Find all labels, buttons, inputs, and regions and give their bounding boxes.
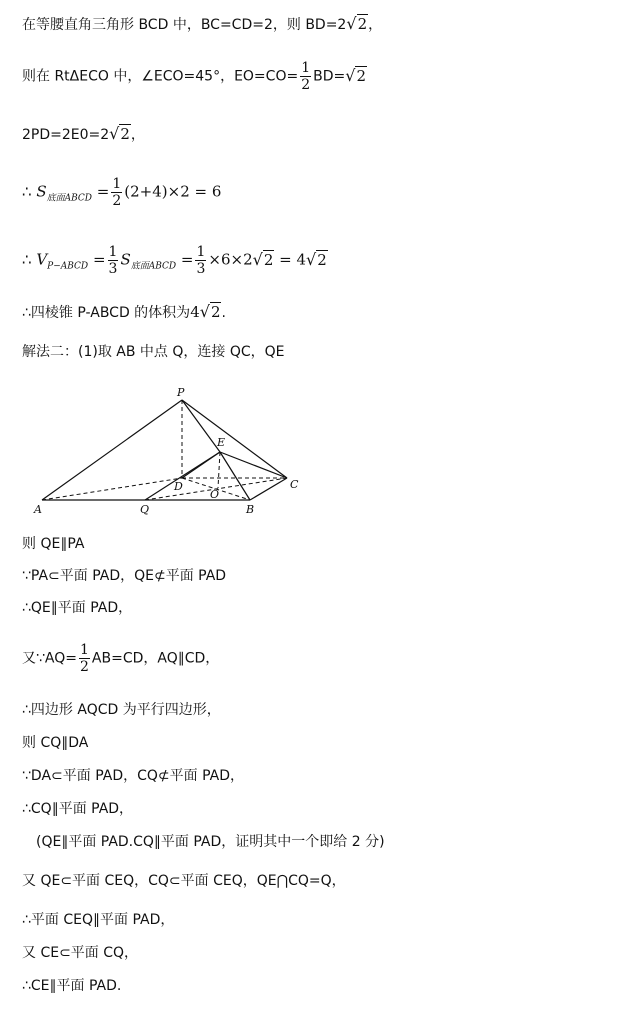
edge-EO — [218, 452, 220, 488]
line-text: 又∵AQ= — [22, 650, 77, 667]
solution-line-12 — [22, 700, 221, 720]
volume-symbol: V — [36, 250, 48, 269]
solution-line-9 — [22, 566, 226, 586]
solution-line-13 — [22, 733, 88, 753]
radicand: 2 — [263, 250, 274, 269]
edge-EC — [220, 452, 287, 478]
pyramid-figure — [20, 380, 320, 520]
line-text: ∴平面 CEQ∥平面 PAD， — [22, 912, 175, 928]
fraction — [195, 244, 206, 277]
therefore-symbol: ∴ — [22, 250, 32, 269]
solution-line-20 — [22, 976, 121, 996]
line-text-mid: BD= — [313, 68, 346, 85]
sqrt-expression: √2 — [109, 124, 130, 143]
solution-line-14 — [22, 766, 244, 786]
line-text: ∴四棱锥 P-ABCD 的体积为 — [22, 305, 191, 321]
line-text-rest: AB=CD，AQ∥CD， — [91, 650, 220, 667]
line-text: ∴QE∥平面 PAD， — [22, 600, 133, 616]
volume-subscript: P−ABCD — [47, 261, 89, 272]
sqrt-expression: √2 — [306, 249, 327, 269]
edge-AD — [42, 478, 182, 500]
solution-line-1 — [22, 14, 382, 35]
edge-PA — [42, 400, 182, 500]
equals-sign: = 4 — [279, 250, 307, 269]
fraction-numerator: 1 — [112, 176, 122, 192]
line-text: 则 CQ∥DA — [22, 735, 89, 751]
solution-line-19 — [22, 943, 138, 963]
label-A: A — [34, 503, 42, 516]
line-text: ∴CQ∥平面 PAD， — [22, 801, 134, 817]
solution-line-2 — [22, 60, 367, 93]
fraction — [79, 642, 90, 675]
line-text: (QE∥平面 PAD.CQ∥平面 PAD，证明其中一个即给 2 分) — [36, 834, 385, 850]
line-punct: . — [221, 305, 226, 321]
line-text: 则在 RtΔECO 中，∠ECO=45°，EO=CO= — [22, 68, 299, 85]
edge-EB — [220, 452, 250, 500]
sqrt-expression: √2 — [199, 302, 221, 321]
line-text: 解法二：(1)取 AB 中点 Q，连接 QC，QE — [22, 344, 285, 360]
fraction — [108, 244, 119, 277]
expression-rest: (2+4)×2 = 6 — [124, 182, 222, 201]
area-subscript: 底面ABCD — [130, 261, 177, 272]
fraction-numerator: 1 — [301, 60, 311, 76]
area-subscript: 底面ABCD — [46, 193, 92, 204]
solution-line-5 — [22, 244, 328, 277]
line-punct: ， — [130, 127, 145, 143]
sqrt-expression: √2 — [346, 14, 368, 33]
equals-sign: = — [96, 182, 110, 201]
line-text: 又 CE⊂平面 CQ， — [22, 945, 139, 961]
solution-line-8 — [22, 534, 84, 554]
fraction-numerator: 1 — [108, 244, 118, 260]
line-text: 又 QE⊂平面 CEQ，CQ⊂平面 CEQ，QE⋂CQ=Q， — [22, 873, 346, 889]
solution-line-10 — [22, 598, 132, 618]
expression-mult: ×6×2 — [208, 250, 253, 269]
fraction-denominator: 2 — [301, 77, 311, 93]
label-P: P — [177, 386, 185, 399]
label-O: O — [210, 488, 220, 501]
edge-PE — [182, 400, 220, 452]
label-Q: Q — [140, 503, 150, 516]
label-C: C — [290, 478, 299, 491]
fraction — [300, 60, 311, 93]
solution-line-11 — [22, 642, 219, 675]
fraction-denominator: 3 — [196, 261, 206, 277]
radicand: 2 — [317, 250, 327, 269]
radicand: 2 — [120, 125, 130, 143]
line-punct: ， — [368, 17, 383, 33]
edge-ED — [182, 452, 220, 478]
fraction-denominator: 2 — [80, 659, 89, 675]
solution-line-18 — [22, 910, 174, 930]
radicand: 2 — [356, 66, 366, 85]
line-text: 2PD=2E0=2 — [22, 127, 110, 143]
line-text: 则 QE∥PA — [22, 536, 85, 552]
solution-line-15 — [22, 799, 133, 819]
solution-line-16 — [36, 832, 385, 852]
line-text: ∴CE∥平面 PAD. — [22, 978, 122, 994]
area-symbol: S — [36, 182, 47, 201]
edge-BC — [250, 478, 287, 500]
fraction-denominator: 3 — [108, 261, 118, 277]
equals-sign: = — [92, 250, 106, 269]
line-text: ∵DA⊂平面 PAD，CQ⊄平面 PAD， — [22, 768, 244, 784]
fraction-numerator: 1 — [80, 642, 89, 658]
sqrt-expression: √2 — [345, 65, 366, 85]
solution-line-3 — [22, 124, 145, 145]
line-text: 在等腰直角三角形 BCD 中，BC=CD=2，则 BD=2 — [22, 17, 347, 33]
radicand: 2 — [210, 303, 221, 321]
solution-line-7 — [22, 342, 285, 362]
equals-sign: = — [180, 250, 194, 269]
label-B: B — [246, 503, 255, 516]
line-text: ∵PA⊂平面 PAD，QE⊄平面 PAD — [22, 568, 227, 584]
therefore-symbol: ∴ — [22, 182, 32, 201]
fraction — [111, 176, 122, 209]
label-E: E — [217, 436, 226, 449]
fraction-denominator: 2 — [112, 193, 122, 209]
line-text: ∴四边形 AQCD 为平行四边形， — [22, 702, 221, 718]
area-symbol: S — [120, 250, 131, 269]
label-D: D — [174, 480, 183, 493]
fraction-numerator: 1 — [196, 244, 206, 260]
solution-line-4 — [22, 176, 221, 209]
sqrt-expression: √2 — [252, 249, 274, 269]
solution-line-17 — [22, 871, 346, 891]
radicand: 2 — [357, 15, 368, 33]
volume-coefficient: 4 — [190, 303, 200, 321]
solution-line-6 — [22, 302, 226, 323]
